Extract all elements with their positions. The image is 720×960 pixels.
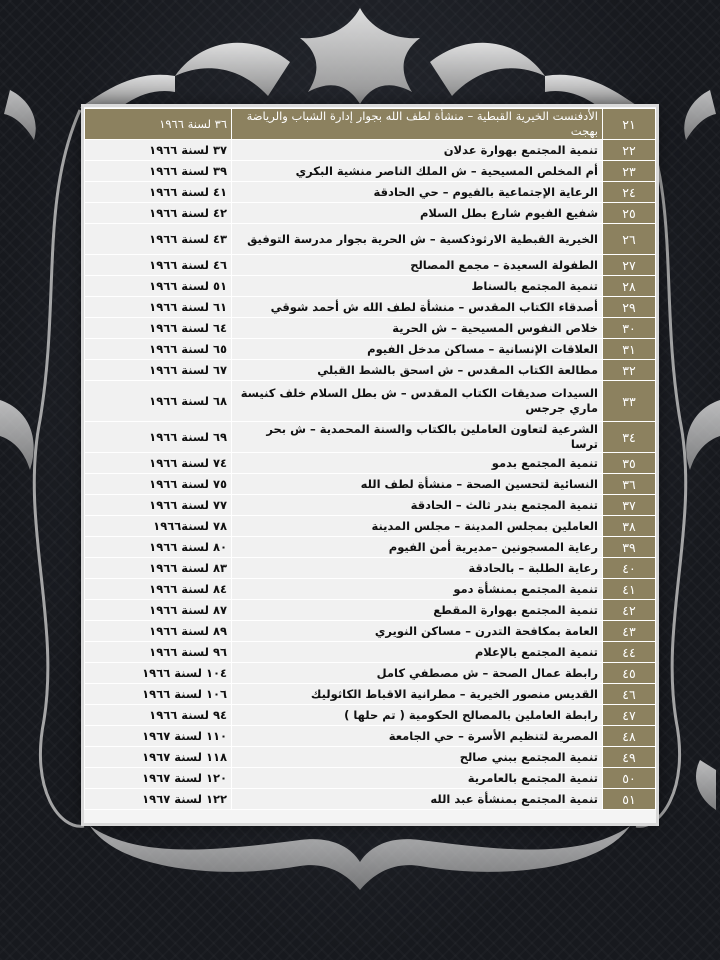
association-name: تنمية المجتمع بندر ثالث – الحادقة — [232, 495, 603, 516]
association-name: رابطة العاملين بالمصالح الحكومية ( تم حلها ) — [232, 705, 603, 726]
row-number: ٣٦ — [603, 474, 656, 495]
registration-number: ٨٩ لسنة ١٩٦٦ — [85, 621, 232, 642]
registration-number: ٩٤ لسنة ١٩٦٦ — [85, 705, 232, 726]
table-row — [85, 684, 656, 705]
association-name: تنمية المجتمع بمنشأة عبد الله — [232, 789, 603, 810]
table-row — [85, 276, 656, 297]
registration-number: ٦٨ لسنة ١٩٦٦ — [85, 381, 232, 422]
row-number: ٤٠ — [603, 558, 656, 579]
association-name: تنمية المجتمع بدمو — [232, 453, 603, 474]
table-row — [85, 255, 656, 276]
registration-number: ٣٧ لسنة ١٩٦٦ — [85, 140, 232, 161]
association-name: السيدات صديقات الكتاب المقدس – ش بطل السلام خلف كنيسة ماري جرجس — [232, 381, 603, 422]
registration-number: ٧٥ لسنة ١٩٦٦ — [85, 474, 232, 495]
registration-number: ٦٤ لسنة ١٩٦٦ — [85, 318, 232, 339]
association-name: النسائية لتحسين الصحة – منشأة لطف الله — [232, 474, 603, 495]
row-number: ٤٦ — [603, 684, 656, 705]
association-name: العامة بمكافحة التدرن – مساكن النويري — [232, 621, 603, 642]
table-row — [85, 182, 656, 203]
table-row — [85, 516, 656, 537]
registration-number: ٦٧ لسنة ١٩٦٦ — [85, 360, 232, 381]
registration-number: ٧٧ لسنة ١٩٦٦ — [85, 495, 232, 516]
row-number: ٥٠ — [603, 768, 656, 789]
table-row — [85, 224, 656, 255]
association-name: تنمية المجتمع بالإعلام — [232, 642, 603, 663]
row-number: ٣٩ — [603, 537, 656, 558]
association-name: أم المخلص المسيحية – ش الملك الناصر منشية البكري — [232, 161, 603, 182]
registration-number: ٣٩ لسنة ١٩٦٦ — [85, 161, 232, 182]
association-name: شفيع الفيوم شارع بطل السلام — [232, 203, 603, 224]
association-name: رعاية المسجونين –مديرية أمن الفيوم — [232, 537, 603, 558]
row-number: ٣٨ — [603, 516, 656, 537]
association-name: تنمية المجتمع بهوارة عدلان — [232, 140, 603, 161]
row-number: ٣٤ — [603, 422, 656, 453]
row-number: ٢٤ — [603, 182, 656, 203]
association-name: رابطة عمال الصحة – ش مصطفي كامل — [232, 663, 603, 684]
table-row — [85, 140, 656, 161]
table-row — [85, 789, 656, 810]
table-row — [85, 495, 656, 516]
table-row — [85, 109, 656, 140]
table-row — [85, 422, 656, 453]
association-name: رعاية الطلبة – بالحادقة — [232, 558, 603, 579]
table-row — [85, 161, 656, 182]
registration-number: ٧٤ لسنة ١٩٦٦ — [85, 453, 232, 474]
association-name: الرعاية الإجتماعية بالفيوم – حي الحادقة — [232, 182, 603, 203]
table-row — [85, 558, 656, 579]
registration-number: ٤٣ لسنة ١٩٦٦ — [85, 224, 232, 255]
row-number: ٣١ — [603, 339, 656, 360]
association-name: الأدفنست الخيرية القبطية – منشأة لطف الله بجوار إدارة الشباب والرياضة بهجت — [232, 109, 603, 140]
table-row — [85, 663, 656, 684]
row-number: ٢٣ — [603, 161, 656, 182]
registration-number: ١١٠ لسنة ١٩٦٧ — [85, 726, 232, 747]
row-number: ٣٣ — [603, 381, 656, 422]
row-number: ٤٩ — [603, 747, 656, 768]
table-row — [85, 203, 656, 224]
association-name: تنمية المجتمع بالعامرية — [232, 768, 603, 789]
row-number: ٥١ — [603, 789, 656, 810]
registration-number: ٨٣ لسنة ١٩٦٦ — [85, 558, 232, 579]
table-row — [85, 768, 656, 789]
table-row — [85, 339, 656, 360]
registration-number: ١٠٤ لسنة ١٩٦٦ — [85, 663, 232, 684]
association-name: تنمية المجتمع بهوارة المقطع — [232, 600, 603, 621]
registration-number: ١٠٦ لسنة ١٩٦٦ — [85, 684, 232, 705]
row-number: ٢٢ — [603, 140, 656, 161]
association-name: تنمية المجتمع ببني صالح — [232, 747, 603, 768]
table-row — [85, 360, 656, 381]
registration-number: ٦٩ لسنة ١٩٦٦ — [85, 422, 232, 453]
row-number: ٤٤ — [603, 642, 656, 663]
registration-number: ٤٢ لسنة ١٩٦٦ — [85, 203, 232, 224]
association-name: العاملين بمجلس المدينة – مجلس المدينة — [232, 516, 603, 537]
association-name: القديس منصور الخيرية – مطرانية الاقباط الكاثوليك — [232, 684, 603, 705]
association-name: خلاص النفوس المسيحية – ش الحرية — [232, 318, 603, 339]
table-row — [85, 474, 656, 495]
table-row — [85, 579, 656, 600]
row-number: ٤٢ — [603, 600, 656, 621]
table-row — [85, 621, 656, 642]
registration-number: ٨٤ لسنة ١٩٦٦ — [85, 579, 232, 600]
table-row — [85, 453, 656, 474]
row-number: ٤٨ — [603, 726, 656, 747]
registration-number: ١٢٠ لسنة ١٩٦٧ — [85, 768, 232, 789]
table-row — [85, 318, 656, 339]
row-number: ٣٧ — [603, 495, 656, 516]
table-row — [85, 537, 656, 558]
row-number: ٢١ — [603, 109, 656, 140]
registration-number: ٤١ لسنة ١٩٦٦ — [85, 182, 232, 203]
table-row — [85, 600, 656, 621]
row-number: ٤٧ — [603, 705, 656, 726]
registration-number: ٣٦ لسنة ١٩٦٦ — [85, 109, 232, 140]
row-number: ٢٩ — [603, 297, 656, 318]
registration-number: ١٢٢ لسنة ١٩٦٧ — [85, 789, 232, 810]
table-row — [85, 381, 656, 422]
registration-number: ٦١ لسنة ١٩٦٦ — [85, 297, 232, 318]
row-number: ٣٢ — [603, 360, 656, 381]
associations-table — [84, 108, 656, 810]
row-number: ٤٥ — [603, 663, 656, 684]
registration-number: ٥١ لسنة ١٩٦٦ — [85, 276, 232, 297]
association-name: الشرعية لتعاون العاملين بالكتاب والسنة المحمدية – ش بحر ترسا — [232, 422, 603, 453]
registration-number: ١١٨ لسنة ١٩٦٧ — [85, 747, 232, 768]
registration-number: ٨٧ لسنة ١٩٦٦ — [85, 600, 232, 621]
table-row — [85, 297, 656, 318]
row-number: ٣٥ — [603, 453, 656, 474]
table-row — [85, 705, 656, 726]
registration-number: ٩٦ لسنة ١٩٦٦ — [85, 642, 232, 663]
table-row — [85, 747, 656, 768]
registration-number: ٦٥ لسنة ١٩٦٦ — [85, 339, 232, 360]
registration-number: ٨٠ لسنة ١٩٦٦ — [85, 537, 232, 558]
table-row — [85, 642, 656, 663]
row-number: ٣٠ — [603, 318, 656, 339]
row-number: ٤١ — [603, 579, 656, 600]
association-name: تنمية المجتمع بالسناط — [232, 276, 603, 297]
row-number: ٤٣ — [603, 621, 656, 642]
association-name: العلاقات الإنسانية – مساكن مدخل الفيوم — [232, 339, 603, 360]
row-number: ٢٧ — [603, 255, 656, 276]
association-name: أصدقاء الكتاب المقدس – منشأة لطف الله ش أحمد شوقي — [232, 297, 603, 318]
registration-number: ٤٦ لسنة ١٩٦٦ — [85, 255, 232, 276]
association-name: المصرية لتنظيم الأسرة – حي الجامعة — [232, 726, 603, 747]
association-name: الطفولة السعيدة – مجمع المصالح — [232, 255, 603, 276]
association-name: تنمية المجتمع بمنشأة دمو — [232, 579, 603, 600]
association-name: مطالعة الكتاب المقدس – ش اسحق بالشط القبلي — [232, 360, 603, 381]
table-row — [85, 726, 656, 747]
association-name: الخيرية القبطية الارثوذكسية – ش الحرية بجوار مدرسة التوفيق — [232, 224, 603, 255]
row-number: ٢٨ — [603, 276, 656, 297]
row-number: ٢٥ — [603, 203, 656, 224]
row-number: ٢٦ — [603, 224, 656, 255]
registration-number: ٧٨ لسنة١٩٦٦ — [85, 516, 232, 537]
